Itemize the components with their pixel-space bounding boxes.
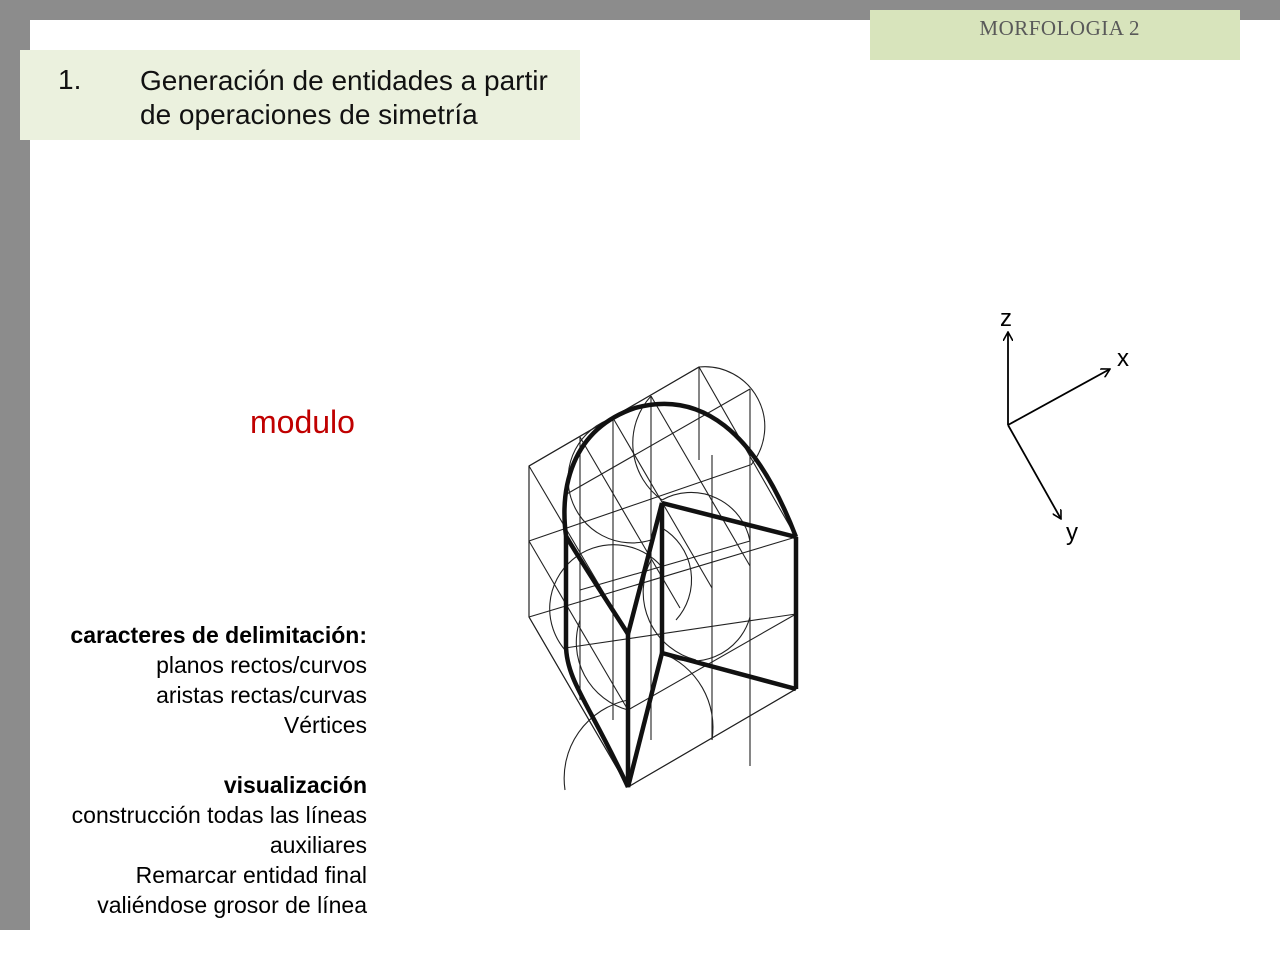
notes-heading-visualization: visualización bbox=[223, 772, 367, 798]
x-axis bbox=[1008, 369, 1110, 425]
notes-item: Remarcar entidad final bbox=[135, 862, 367, 888]
notes-heading-delimitation: caracteres de delimitación: bbox=[70, 622, 367, 648]
y-axis-label: y bbox=[1066, 519, 1078, 546]
x-axis-label: x bbox=[1117, 345, 1129, 372]
notes-item: auxiliares bbox=[269, 832, 367, 858]
notes-item: construcción todas las líneas bbox=[71, 802, 367, 828]
notes-item: planos rectos/curvos bbox=[156, 652, 367, 678]
y-axis bbox=[1008, 425, 1061, 519]
notes-item: aristas rectas/curvas bbox=[156, 682, 367, 708]
notes-item: Vértices bbox=[283, 712, 367, 738]
figure-label: modulo bbox=[250, 404, 355, 440]
title-line-2: de operaciones de simetría bbox=[140, 99, 478, 130]
bold-left-profile bbox=[566, 536, 628, 787]
axis-indicator bbox=[1008, 332, 1110, 519]
course-label: MORFOLOGIA 2 bbox=[870, 10, 1240, 60]
title-line-1: Generación de entidades a partir bbox=[140, 65, 548, 96]
notes-item: valiéndose grosor de línea bbox=[97, 892, 367, 918]
title-number: 1. bbox=[58, 64, 82, 95]
z-axis-label: z bbox=[1000, 305, 1012, 332]
